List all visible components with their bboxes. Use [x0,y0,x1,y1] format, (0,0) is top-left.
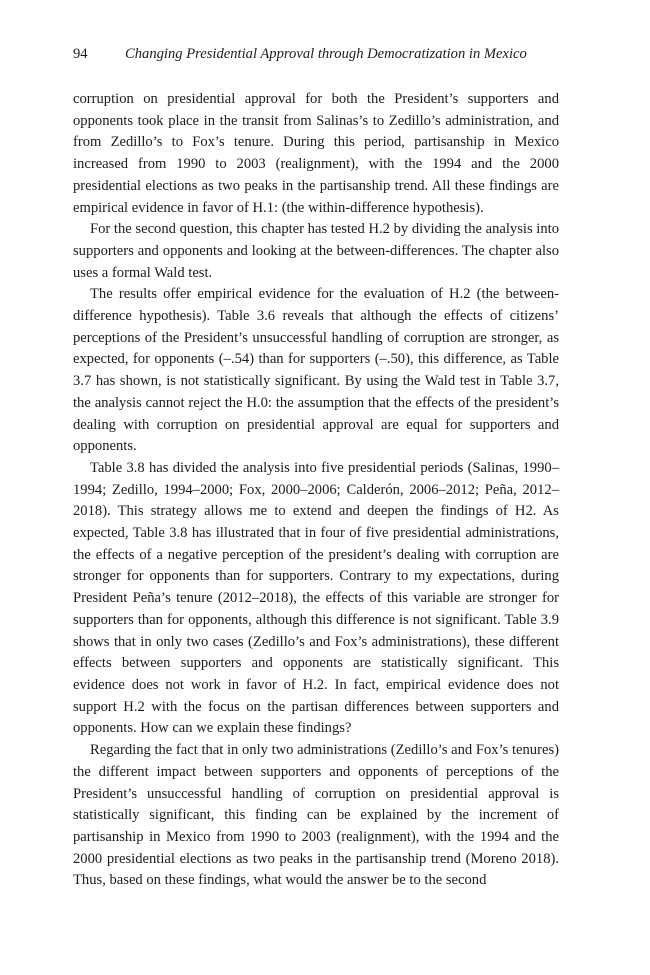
running-title: Changing Presidential Approval through Democratization in Mexico [125,46,527,62]
paragraph-results-h2: The results offer empirical evidence for the evaluation of H.2 (the between-difference hypothesis). Table 3.6 reveals that although the effects of citizens’ perceptions of the President’s unsuccessful handling of corruption are stronger, as expected, for opponents (–.54) than for supporters (–.50), this difference, as Table 3.7 has shown, is not statistically significant. By using the Wald test in Table 3.7, the analysis cannot reject the H.0: the assumption that the effects of the president’s dealing with corruption on presidential approval are equal for supporters and opponents. [73,286,559,455]
running-head [73,44,593,64]
body-text [73,89,559,892]
paragraph-continued: corruption on presidential approval for both the President’s supporters and opponents took place in the transit from Salinas’s to Zedillo’s administration, and from Zedillo’s to Fox’s tenure. During this period, partisanship in Mexico increased from 1990 to 2003 (realignment), with the 1994 and the 2000 presidential elections as two peaks in the partisanship trend. All these findings are empirical evidence in favor of H.1: (the within-difference hypothesis). [73,91,559,216]
page-number: 94 [73,46,88,62]
paragraph-table-3-8: Table 3.8 has divided the analysis into five presidential periods (Salinas, 1990–1994; Zedillo, 1994–2000; Fox, 2000–2006; Calderón, 2006–2012; Peña, 2012–2018). This strategy allows me to extend and deepen the findings of H2. As expected, Table 3.8 has illustrated that in four of five presidential administrations, the effects of a negative perception of the president’s dealing with corruption are stronger for opponents than for supporters. Contrary to my expectations, during President Peña’s tenure (2012–2018), the effects of this variable are stronger for supporters than for opponents, although this difference is not significant. Table 3.9 shows that in only two cases (Zedillo’s and Fox’s administrations), these different effects between supporters and opponents are statistically significant. This evidence does not work in favor of H.2. In fact, empirical evidence does not support H.2 with the focus on the partisan differences between supporters and opponents. How can we explain these findings? [73,459,559,737]
paragraph-regarding: Regarding the fact that in only two administrations (Zedillo’s and Fox’s tenures) the different impact between supporters and opponents of perceptions of the President’s unsuccessful handling of corruption on presidential approval is statistically significant, this finding can be explained by the increment of partisanship in Mexico from 1990 to 2003 (realignment), with the 1994 and the 2000 presidential elections as two peaks in the partisanship trend (Moreno 2018). Thus, based on these findings, what would the answer be to the second [73,742,559,889]
paragraph-second-question: For the second question, this chapter has tested H.2 by dividing the analysis into supporters and opponents and looking at the between-differences. The chapter also uses a formal Wald test. [73,221,559,281]
